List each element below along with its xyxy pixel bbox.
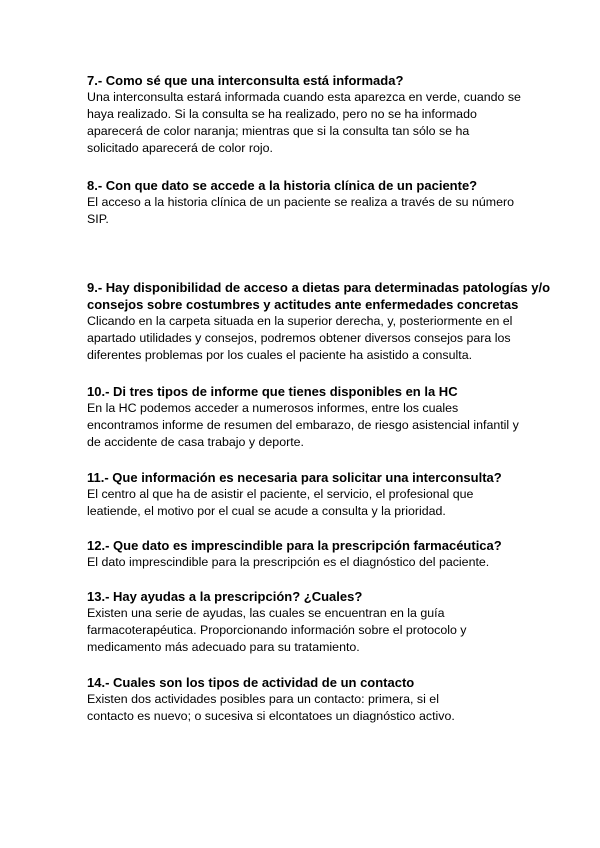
answer-line: aparecerá de color naranja; mientras que si la consulta tan sólo se ha bbox=[87, 124, 470, 138]
answer-line: Una interconsulta estará informada cuando esta aparezca en verde, cuando se bbox=[87, 90, 521, 104]
question-line: consejos sobre costumbres y actitudes ante enfermedades concretas bbox=[87, 297, 519, 312]
answer bbox=[87, 89, 547, 157]
question-line: 10.- Di tres tipos de informe que tienes disponibles en la HC bbox=[87, 384, 458, 399]
question-line: 12.- Que dato es imprescindible para la prescripción farmacéutica? bbox=[87, 538, 502, 553]
answer-line: diferentes problemas por los cuales el paciente ha asistido a consulta. bbox=[87, 348, 473, 362]
answer-line: medicamento más adecuado para su tratamiento. bbox=[87, 640, 360, 654]
qa-item-14 bbox=[87, 674, 547, 725]
question bbox=[87, 279, 551, 313]
qa-item-7 bbox=[87, 72, 547, 157]
answer-line: de accidente de casa trabajo y deporte. bbox=[87, 435, 304, 449]
answer bbox=[87, 554, 547, 571]
question bbox=[87, 588, 547, 605]
answer bbox=[87, 605, 547, 656]
qa-item-12 bbox=[87, 537, 547, 571]
question bbox=[87, 674, 547, 691]
question bbox=[87, 537, 547, 554]
answer-line: apartado utilidades y consejos, podremos obtener diversos consejos para los bbox=[87, 331, 511, 345]
answer-line: En la HC podemos acceder a numerosos informes, entre los cuales bbox=[87, 401, 459, 415]
answer bbox=[87, 486, 547, 520]
answer bbox=[87, 400, 547, 451]
question bbox=[87, 469, 547, 486]
answer-line: leatiende, el motivo por el cual se acude a consulta y la prioridad. bbox=[87, 504, 446, 518]
question-line: 11.- Que información es necesaria para solicitar una interconsulta? bbox=[87, 470, 502, 485]
qa-item-8 bbox=[87, 177, 547, 228]
question-line: 7.- Como sé que una interconsulta está informada? bbox=[87, 73, 404, 88]
question bbox=[87, 383, 547, 400]
answer-line: El centro al que ha de asistir el paciente, el servicio, el profesional que bbox=[87, 487, 474, 501]
answer-line: Clicando en la carpeta situada en la superior derecha, y, posteriormente en el bbox=[87, 314, 513, 328]
answer bbox=[87, 313, 547, 364]
answer bbox=[87, 691, 547, 725]
question-line: 14.- Cuales son los tipos de actividad de un contacto bbox=[87, 675, 415, 690]
answer-line: Existen una serie de ayudas, las cuales se encuentran en la guía bbox=[87, 606, 445, 620]
answer-line: contacto es nuevo; o sucesiva si elcontatoes un diagnóstico activo. bbox=[87, 709, 455, 723]
qa-item-11 bbox=[87, 469, 547, 520]
qa-item-10 bbox=[87, 383, 547, 451]
answer-line: El acceso a la historia clínica de un paciente se realiza a través de su número bbox=[87, 195, 515, 209]
qa-item-9 bbox=[87, 279, 551, 364]
answer-line: haya realizado. Si la consulta se ha realizado, pero no se ha informado bbox=[87, 107, 477, 121]
answer-line: encontramos informe de resumen del embarazo, de riesgo asistencial infantil y bbox=[87, 418, 519, 432]
question-line: 13.- Hay ayudas a la prescripción? ¿Cuales? bbox=[87, 589, 363, 604]
question bbox=[87, 72, 547, 89]
answer-line: Existen dos actividades posibles para un contacto: primera, si el bbox=[87, 692, 439, 706]
qa-item-13 bbox=[87, 588, 547, 656]
question-line: 8.- Con que dato se accede a la historia clínica de un paciente? bbox=[87, 178, 478, 193]
answer-line: solicitado aparecerá de color rojo. bbox=[87, 141, 273, 155]
question-line: 9.- Hay disponibilidad de acceso a dietas para determinadas patologías y/o bbox=[87, 280, 551, 295]
question bbox=[87, 177, 547, 194]
answer bbox=[87, 194, 547, 228]
answer-line: farmacoterapéutica. Proporcionando información sobre el protocolo y bbox=[87, 623, 467, 637]
answer-line: El dato imprescindible para la prescripción es el diagnóstico del paciente. bbox=[87, 555, 490, 569]
answer-line: SIP. bbox=[87, 212, 109, 226]
